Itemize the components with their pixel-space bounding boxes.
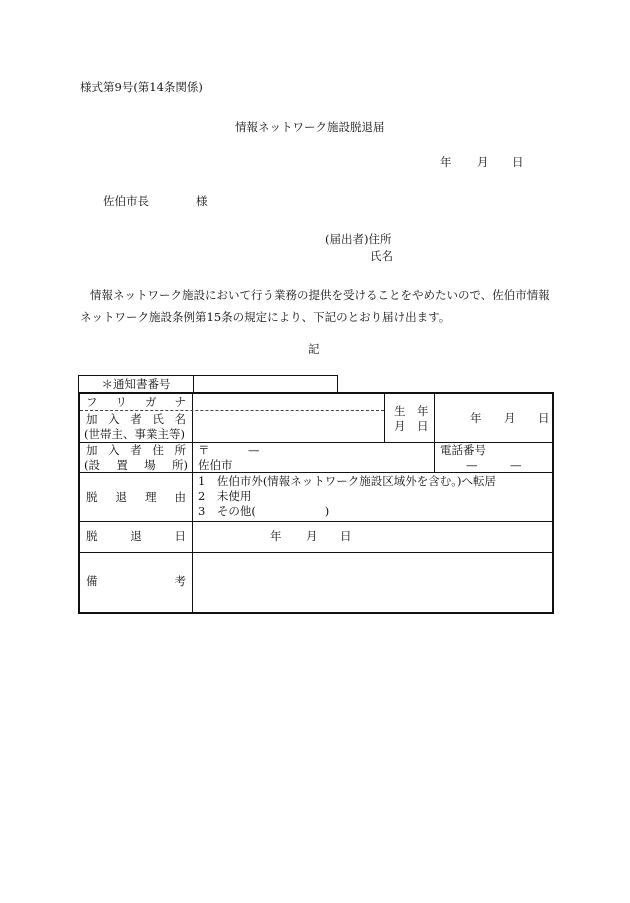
postal-dash: —	[248, 443, 260, 457]
phone-dash-1: —	[466, 458, 478, 472]
form-number: 様式第9号(第14条関係)	[80, 80, 203, 94]
col-divider-label	[192, 394, 193, 612]
address-city: 佐伯市	[198, 458, 233, 472]
furigana-label: フ リ ガ ナ	[86, 395, 186, 409]
withdrawal-table	[78, 392, 554, 614]
col-divider-birthdate	[434, 394, 435, 442]
postal-mark: 〒	[198, 443, 210, 457]
addressee-honorific: 様	[196, 194, 208, 208]
birth-label-1: 生 年	[394, 404, 429, 418]
applicant-address-label: (届出者)住所	[325, 232, 392, 246]
row-divider-2	[80, 472, 552, 473]
notice-number-label: ＊通知書番号	[79, 376, 194, 392]
phone-dash-2: —	[510, 458, 522, 472]
furigana-divider	[80, 410, 384, 411]
body-text: 情報ネットワーク施設において行う業務の提供を受けることをやめたいので、佐伯市情報ネットワーク施設条例第15条の規定により、下記のとおり届け出ます。	[80, 288, 550, 324]
birth-label-2: 月 日	[394, 419, 429, 433]
withdraw-date-label: 脱 退 日	[86, 529, 186, 543]
date-year: 年	[440, 155, 452, 169]
date-month: 月	[477, 155, 489, 169]
withdraw-date-year: 年	[270, 529, 282, 543]
birth-date-day: 日	[538, 411, 550, 425]
birth-date-year: 年	[470, 411, 482, 425]
birth-date-month: 月	[504, 411, 516, 425]
phone-label: 電話番号	[440, 443, 486, 457]
withdraw-date-month: 月	[306, 529, 318, 543]
reason-option-1: 1 佐伯市外(情報ネットワーク施設区域外を含む。)へ転居	[198, 474, 497, 488]
ki-heading: 記	[308, 342, 320, 356]
address-label: 加 入 者 住 所	[86, 443, 186, 457]
withdraw-date-day: 日	[340, 529, 352, 543]
col-divider-birth	[384, 394, 385, 442]
row-divider-4	[80, 552, 552, 553]
reason-label: 脱 退 理 由	[86, 490, 186, 504]
subscriber-name-label: 加 入 者 氏 名	[86, 412, 186, 426]
subscriber-name-sublabel: (世帯主、事業主等)	[84, 427, 185, 441]
remarks-label: 備 考	[86, 574, 186, 588]
reason-option-3: 3 その他( )	[198, 504, 330, 518]
row-divider-3	[80, 521, 552, 522]
addressee-name: 佐伯市長	[103, 194, 149, 208]
address-sublabel: (設 置 場 所)	[84, 458, 188, 472]
col-divider-phone	[434, 442, 435, 472]
page-title: 情報ネットワーク施設脱退届	[235, 120, 385, 134]
applicant-name-label: 氏名	[370, 249, 393, 263]
date-day: 日	[512, 155, 524, 169]
reason-option-2: 2 未使用	[198, 489, 252, 503]
notice-number-box	[78, 375, 338, 393]
